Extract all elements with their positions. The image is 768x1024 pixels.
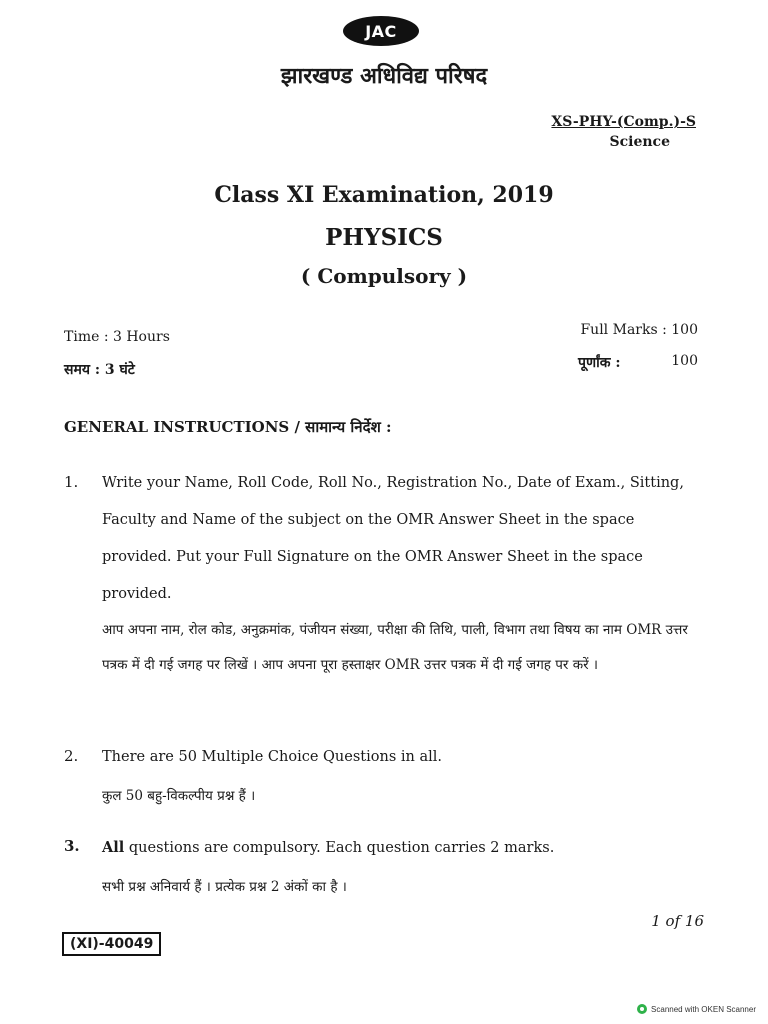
- instruction-text-english: There are 50 Multiple Choice Questions in all.: [102, 749, 442, 765]
- logo-text: JAC: [365, 21, 397, 41]
- board-name: झारखण्ड अधिविद्य परिषद: [280, 63, 488, 89]
- scanner-logo-icon: [637, 1004, 647, 1014]
- instruction-text-hindi: सभी प्रश्न अनिवार्य हैं । प्रत्येक प्रश्न 2 अंकों का है ।: [102, 879, 347, 895]
- instruction-text-hindi: कुल 50 बहु-विकल्पीय प्रश्न हैं ।: [102, 788, 256, 804]
- stream-label: Science: [609, 134, 670, 150]
- full-marks-hindi-value: 100: [671, 353, 698, 369]
- instructions-heading: GENERAL INSTRUCTIONS / सामान्य निर्देश :: [64, 418, 392, 436]
- instruction-text-english: [102, 829, 702, 867]
- instruction-bold-word: All: [102, 839, 125, 856]
- instruction-number: 3.: [64, 837, 80, 855]
- full-marks-english: Full Marks : 100: [580, 322, 698, 338]
- time-hindi: समय : 3 घंटे: [64, 362, 135, 378]
- instruction-text-rest: questions are compulsory. Each question carries 2 marks.: [124, 840, 555, 856]
- paper-code-block: [551, 112, 696, 152]
- instruction-number: 2.: [64, 747, 79, 765]
- exam-title: Class XI Examination, 2019: [214, 182, 554, 208]
- board-logo: [343, 16, 419, 46]
- full-marks-hindi-label: पूर्णांक :: [578, 355, 621, 371]
- paper-type: ( Compulsory ): [300, 264, 468, 288]
- time-english: Time : 3 Hours: [64, 329, 170, 345]
- paper-code: XS-PHY-(Comp.)-S: [551, 114, 696, 130]
- page-number: 1 of 16: [651, 912, 704, 930]
- instruction-text-english: Write your Name, Roll Code, Roll No., Registration No., Date of Exam., Sitting, Faculty and Name of the subject on the OMR Answer Sheet in the space provided. Put your Full Signature on the OMR Answer Sheet in the space provided.: [102, 475, 684, 602]
- scanner-text: Scanned with OKEN Scanner: [651, 1004, 756, 1014]
- full-marks-hindi: [578, 353, 698, 372]
- scanner-watermark: [637, 1004, 756, 1014]
- instruction-number: 1.: [64, 473, 79, 491]
- instruction-text-hindi: आप अपना नाम, रोल कोड, अनुक्रमांक, पंजीयन संख्या, परीक्षा की तिथि, पाली, विभाग तथा विषय का नाम OMR उत्तर पत्रक में दी गई जगह पर लिखें । आप अपना पूरा हस्ताक्षर OMR उत्तर पत्रक में दी गई जगह पर करें ।: [102, 622, 688, 673]
- series-code: (XI)-40049: [62, 932, 161, 956]
- subject-title: PHYSICS: [325, 224, 443, 251]
